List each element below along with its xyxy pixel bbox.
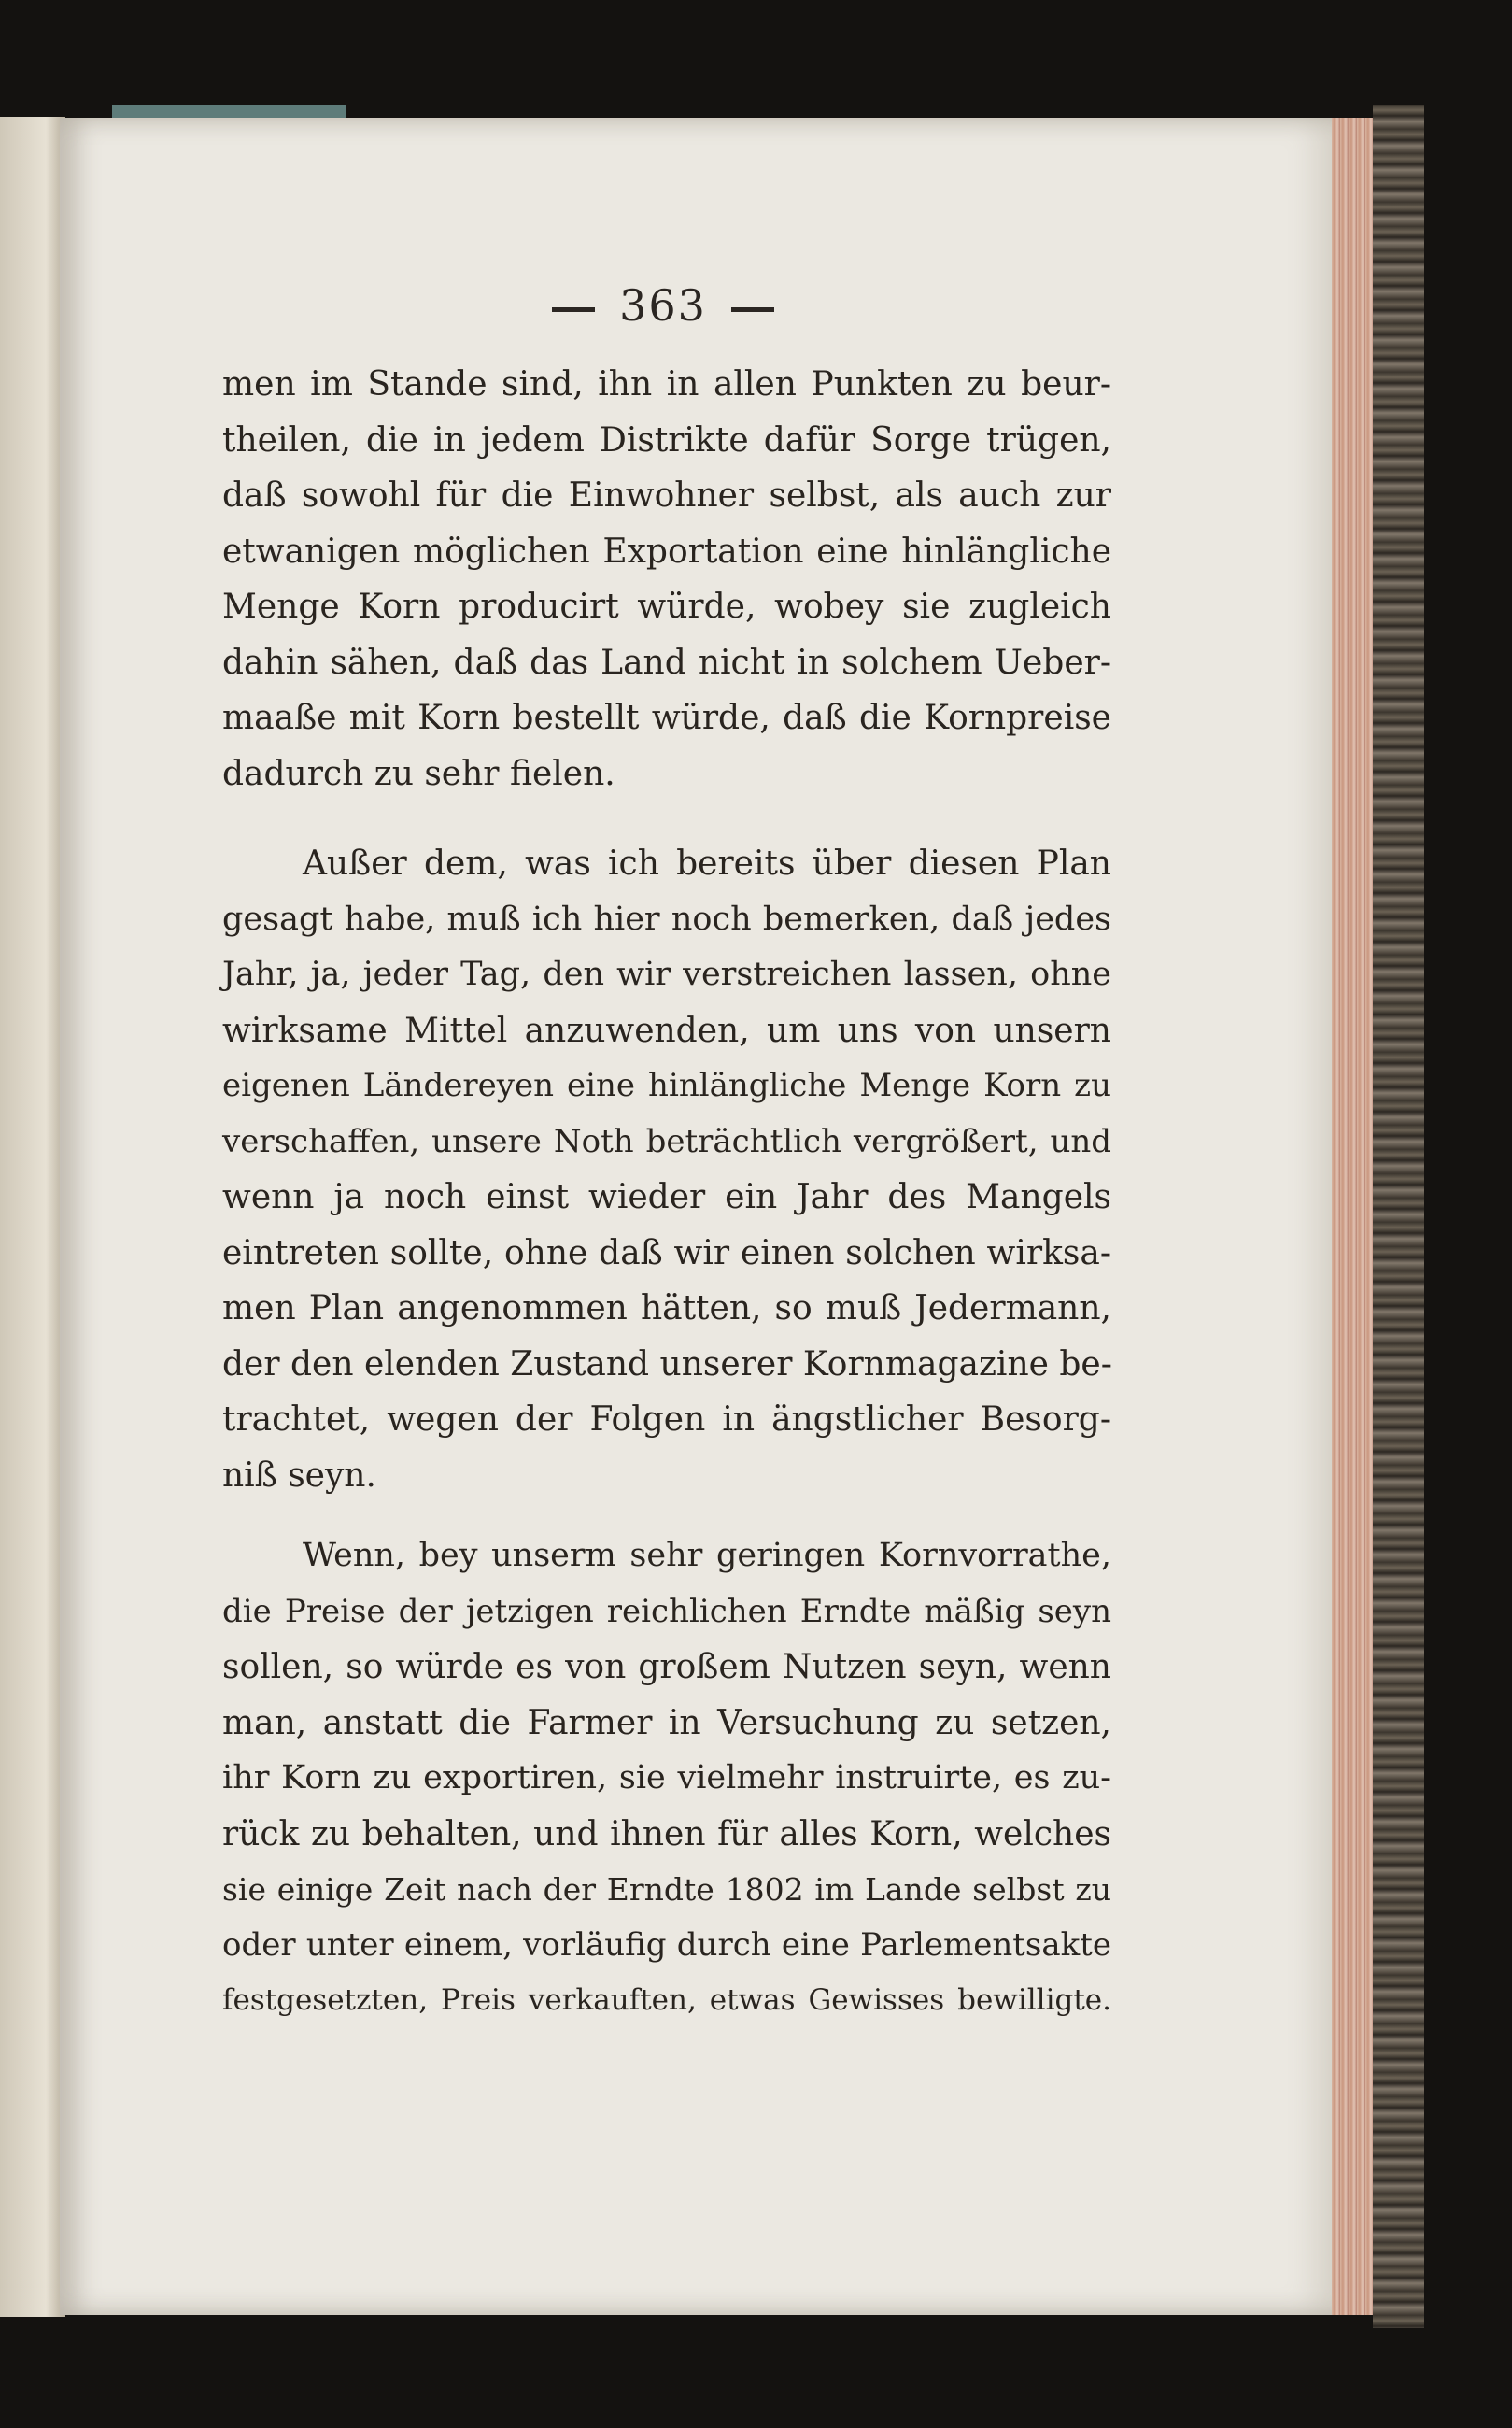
text-line: etwanigen möglichen Exportation eine hinlängliche xyxy=(222,532,1111,571)
text-line: festgesetzten, Preis verkauften, etwas Gewisses bewilligte. xyxy=(222,1983,1111,2017)
page-number: 363 xyxy=(619,280,707,331)
text-line: der den elenden Zustand unserer Kornmagazine be- xyxy=(222,1344,1112,1384)
header-dash-left xyxy=(552,307,595,312)
text-line: gesagt habe, muß ich hier noch bemerken, daß jedes xyxy=(222,900,1111,938)
paragraph-3 xyxy=(222,1528,1111,2029)
text-line: ihr Korn zu exportiren, sie vielmehr instruirte, es zu- xyxy=(222,1759,1111,1796)
text-line: oder unter einem, vorläufig durch eine Parlementsakte xyxy=(222,1925,1111,1964)
text-line: men Plan angenommen hätten, so muß Jedermann, xyxy=(222,1289,1111,1328)
text-line: Außer dem, was ich bereits über diesen Plan xyxy=(303,845,1111,883)
page-header xyxy=(523,280,803,331)
text-line: dadurch zu sehr fielen. xyxy=(222,754,615,793)
text-line: trachtet, wegen der Folgen in ängstlicher Besorg- xyxy=(222,1400,1111,1439)
text-line: men im Stande sind, ihn in allen Punkten zu beur- xyxy=(222,365,1111,404)
text-line: dahin sähen, daß das Land nicht in solchem Ueber- xyxy=(222,643,1111,682)
text-line: theilen, die in jedem Distrikte dafür Sorge trügen, xyxy=(222,420,1111,460)
text-line: niß seyn. xyxy=(222,1455,376,1495)
header-dash-right xyxy=(731,307,774,312)
book-cover-edge xyxy=(1373,105,1424,2328)
facing-page-edge xyxy=(0,117,65,2317)
text-line: wirksame Mittel anzuwenden, um uns von unsern xyxy=(222,1011,1111,1050)
text-line: Wenn, bey unserm sehr geringen Kornvorrathe, xyxy=(303,1537,1111,1574)
text-line: Menge Korn producirt würde, wobey sie zugleich xyxy=(222,588,1111,626)
text-line: man, anstatt die Farmer in Versuchung zu setzen, xyxy=(222,1703,1111,1742)
text-line: sie einige Zeit nach der Erndte 1802 im Lande selbst zu xyxy=(222,1871,1111,1908)
text-line: rück zu behalten, und ihnen für alles Korn, welches xyxy=(222,1814,1111,1853)
text-line: sollen, so würde es von großem Nutzen seyn, wenn xyxy=(222,1648,1111,1686)
text-line: die Preise der jetzigen reichlichen Erndte mäßig seyn xyxy=(222,1592,1111,1630)
text-line: daß sowohl für die Einwohner selbst, als auch zur xyxy=(222,476,1111,515)
text-line: maaße mit Korn bestellt würde, daß die Kornpreise xyxy=(222,699,1111,737)
page-stack-edge xyxy=(1332,118,1373,2315)
paragraph-2 xyxy=(222,836,1111,1503)
paragraph-1 xyxy=(222,357,1111,802)
text-line: eintreten sollte, ohne daß wir einen solchen wirksa- xyxy=(222,1233,1111,1272)
text-line: verschaffen, unsere Noth beträchtlich vergrößert, und xyxy=(222,1122,1111,1160)
text-line: Jahr, ja, jeder Tag, den wir verstreichen lassen, ohne xyxy=(222,956,1111,993)
text-line: eigenen Ländereyen eine hinlängliche Menge Korn zu xyxy=(222,1067,1111,1104)
text-line: wenn ja noch einst wieder ein Jahr des Mangels xyxy=(222,1178,1111,1216)
